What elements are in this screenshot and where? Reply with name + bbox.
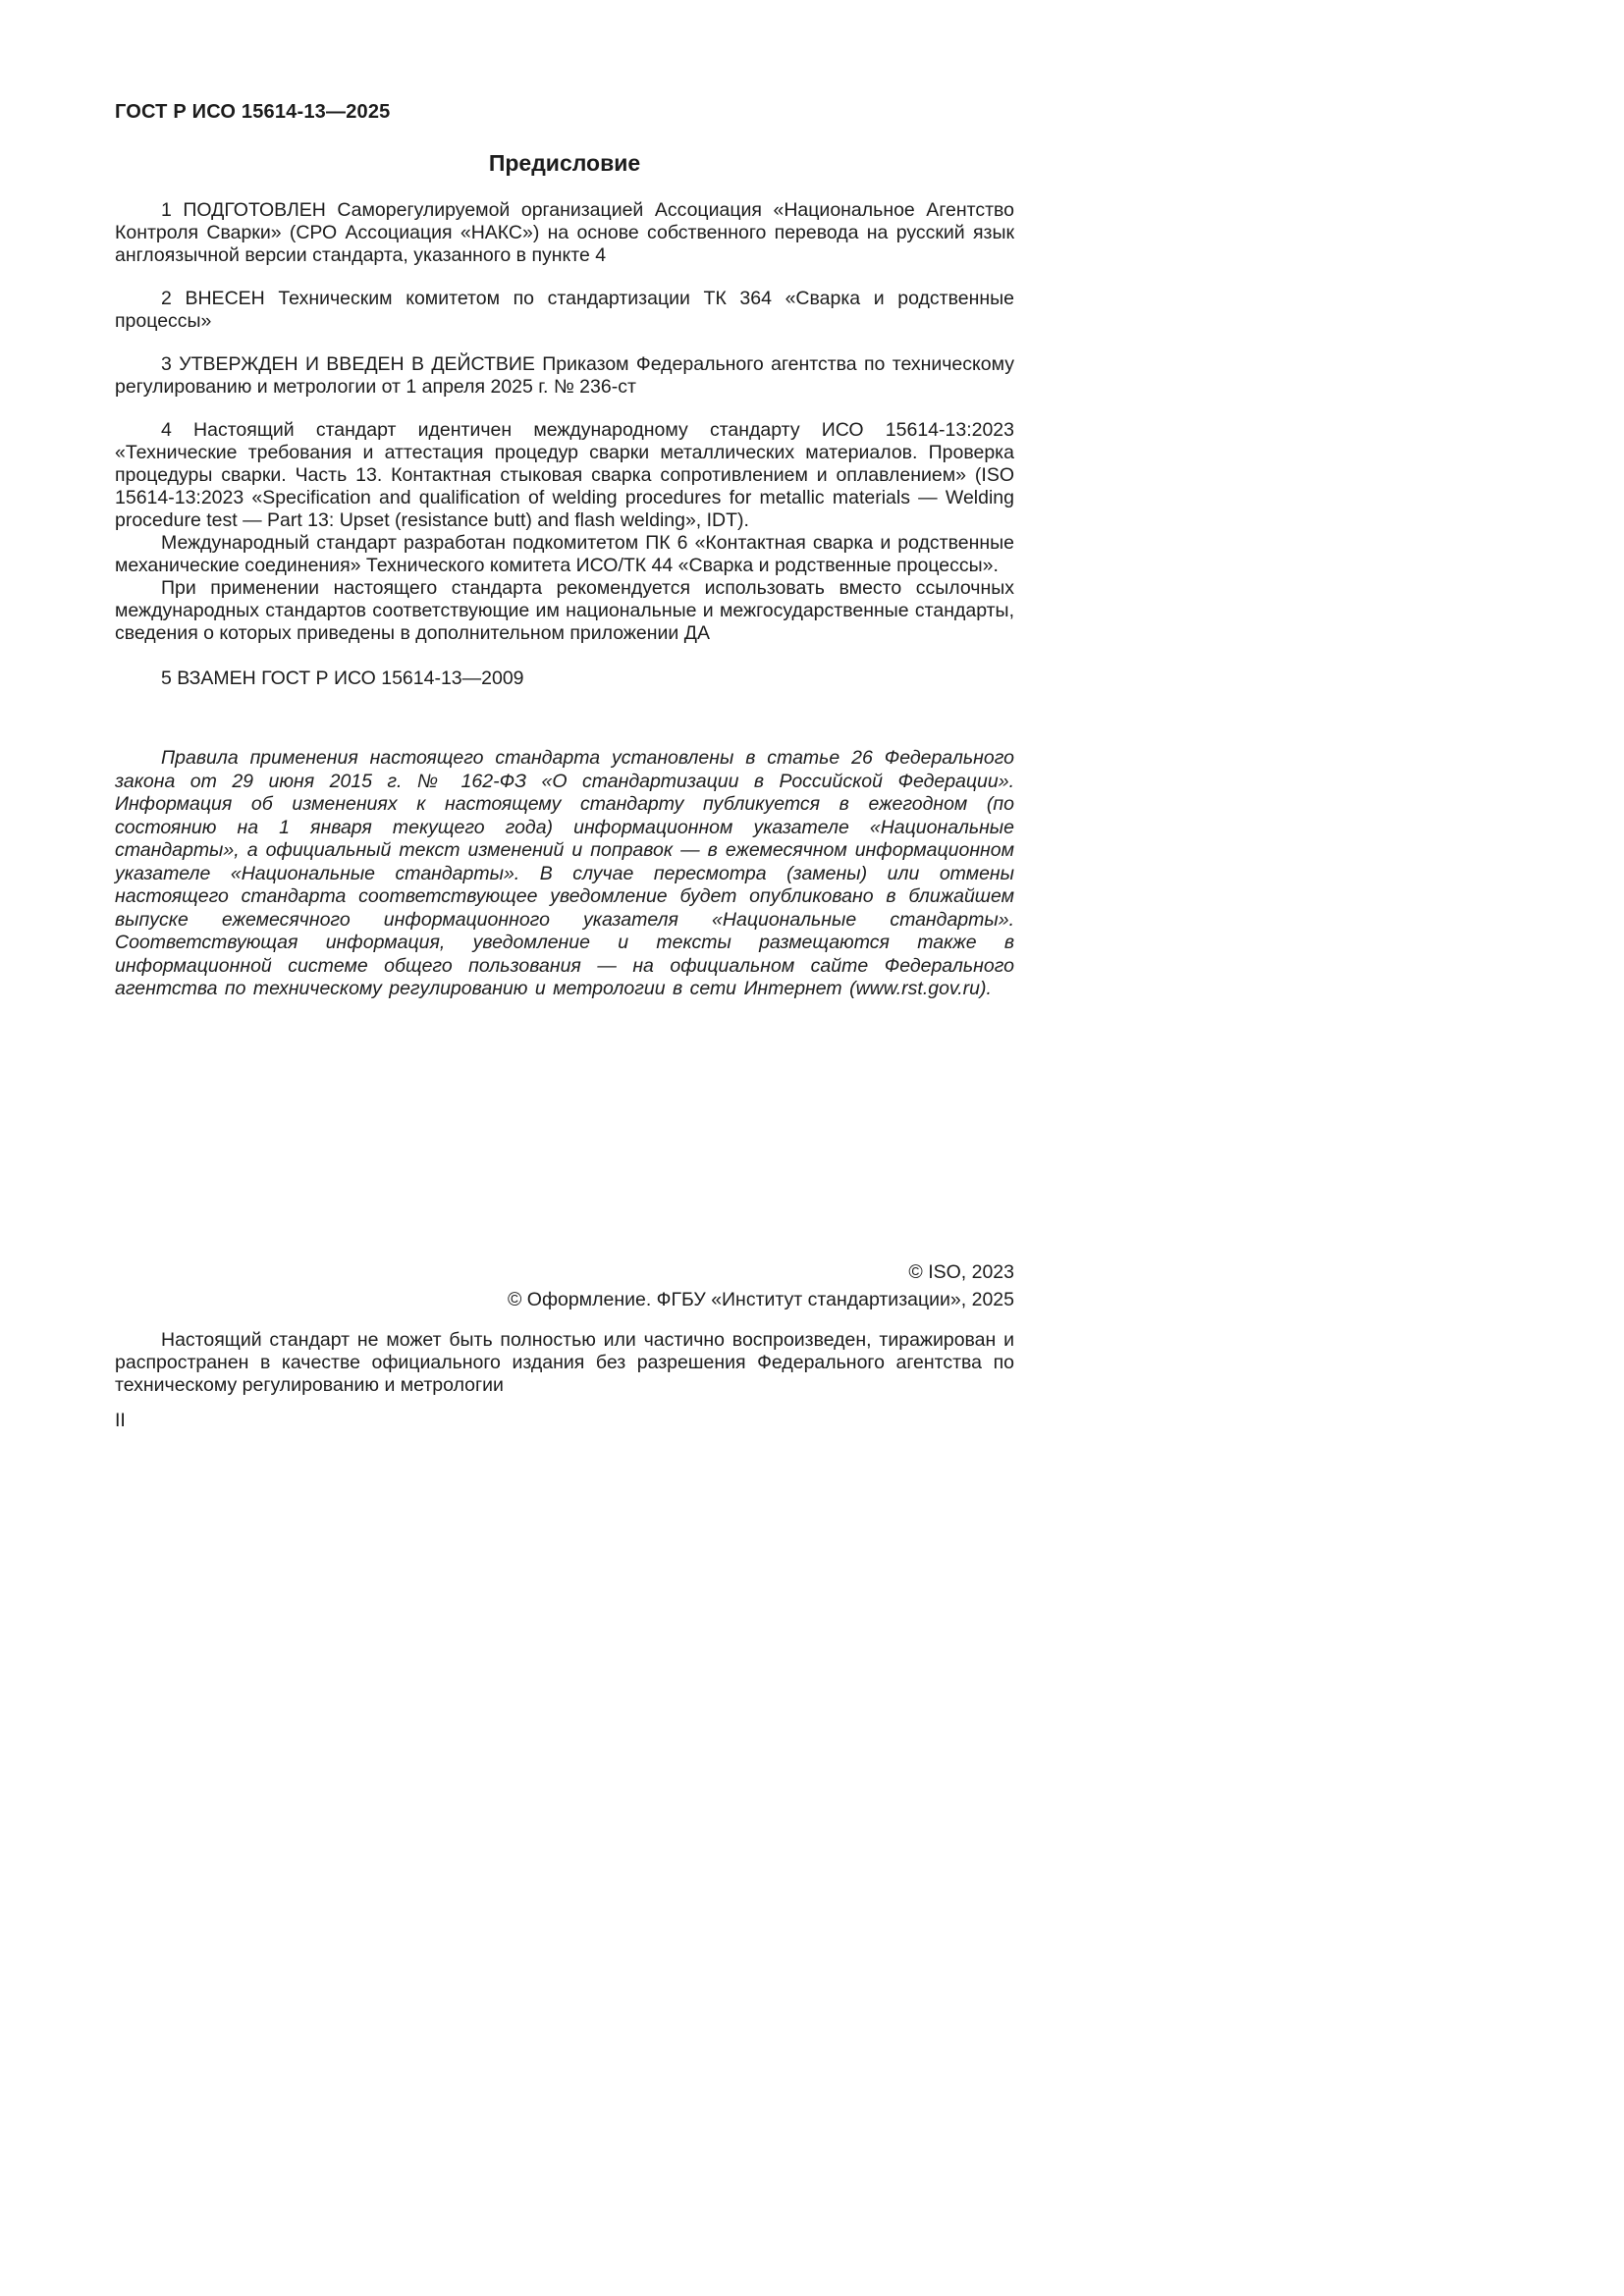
page-content: [115, 101, 1014, 1432]
standard-designation: ГОСТ Р ИСО 15614-13—2025: [115, 101, 391, 123]
page-number: II: [115, 1409, 126, 1431]
foreword-item-4-identical-standard: 4 Настоящий стандарт идентичен международному стандарту ИСО 15614-13:2023 «Технические требования и аттестация процедур сварки металлических материалов. Проверка процедуры сварки. Часть 13. Контактная стыковая сварка сопротивлением и оплавлением» (ISO 15614-13:2023 «Specification and qualification of welding procedures for metallic materials — Welding procedure test — Part 13: Upset (resistance butt) and flash welding», IDT).: [115, 419, 1014, 531]
foreword-item-2-submitted: 2 ВНЕСЕН Техническим комитетом по стандартизации ТК 364 «Сварка и родственные процессы»: [115, 288, 1014, 332]
foreword-item-3-approved: 3 УТВЕРЖДЕН И ВВЕДЕН В ДЕЙСТВИЕ Приказом Федерального агентства по техническому регулированию и метрологии от 1 апреля 2025 г. № 236-ст: [115, 353, 1014, 398]
copyright-block: [115, 1258, 1014, 1313]
copyright-design-line: © Оформление. ФГБУ «Институт стандартизации», 2025: [508, 1288, 1014, 1310]
reproduction-restriction-note: Настоящий стандарт не может быть полностью или частично воспроизведен, тиражирован и распространен в качестве официального издания без разрешения Федерального агентства по техническому регулированию и метрологии: [115, 1328, 1014, 1396]
foreword-item-1-prepared: 1 ПОДГОТОВЛЕН Саморегулируемой организацией Ассоциация «Национальное Агентство Контроля Сварки» (СРО Ассоциация «НАКС») на основе собственного перевода на русский язык англоязычной версии стандарта, указанного в пункте 4: [115, 199, 1014, 266]
foreword-item-5-replaces: 5 ВЗАМЕН ГОСТ Р ИСО 15614-13—2009: [161, 667, 524, 689]
copyright-iso-line: © ISO, 2023: [908, 1260, 1014, 1283]
foreword-item-4-application-note: При применении настоящего стандарта рекомендуется использовать вместо ссылочных международных стандартов соответствующие им национальные и межгосударственные стандарты, сведения о которых приведены в дополнительном приложении ДА: [115, 577, 1014, 644]
foreword-title: Предисловие: [488, 150, 641, 176]
foreword-item-4-committee-note: Международный стандарт разработан подкомитетом ПК 6 «Контактная сварка и родственные механические соединения» Технического комитета ИСО/ТК 44 «Сварка и родственные процессы».: [115, 532, 1014, 576]
application-rules-note: Правила применения настоящего стандарта установлены в статье 26 Федерального закона от 29 июня 2015 г. № 162-ФЗ «О стандартизации в Российской Федерации». Информация об изменениях к настоящему стандарту публикуется в ежегодном (по состоянию на 1 января текущего года) информационном указателе «Национальные стандарты», а официальный текст изменений и поправок — в ежемесячном информационном указателе «Национальные стандарты». В случае пересмотра (замены) или отмены настоящего стандарта соответствующее уведомление будет опубликовано в ближайшем выпуске ежемесячного информационного указателя «Национальные стандарты». Соответствующая информация, уведомление и тексты размещаются также в информационной системе общего пользования — на официальном сайте Федерального агентства по техническому регулированию и метрологии в сети Интернет (www.rst.gov.ru).: [115, 747, 1014, 999]
